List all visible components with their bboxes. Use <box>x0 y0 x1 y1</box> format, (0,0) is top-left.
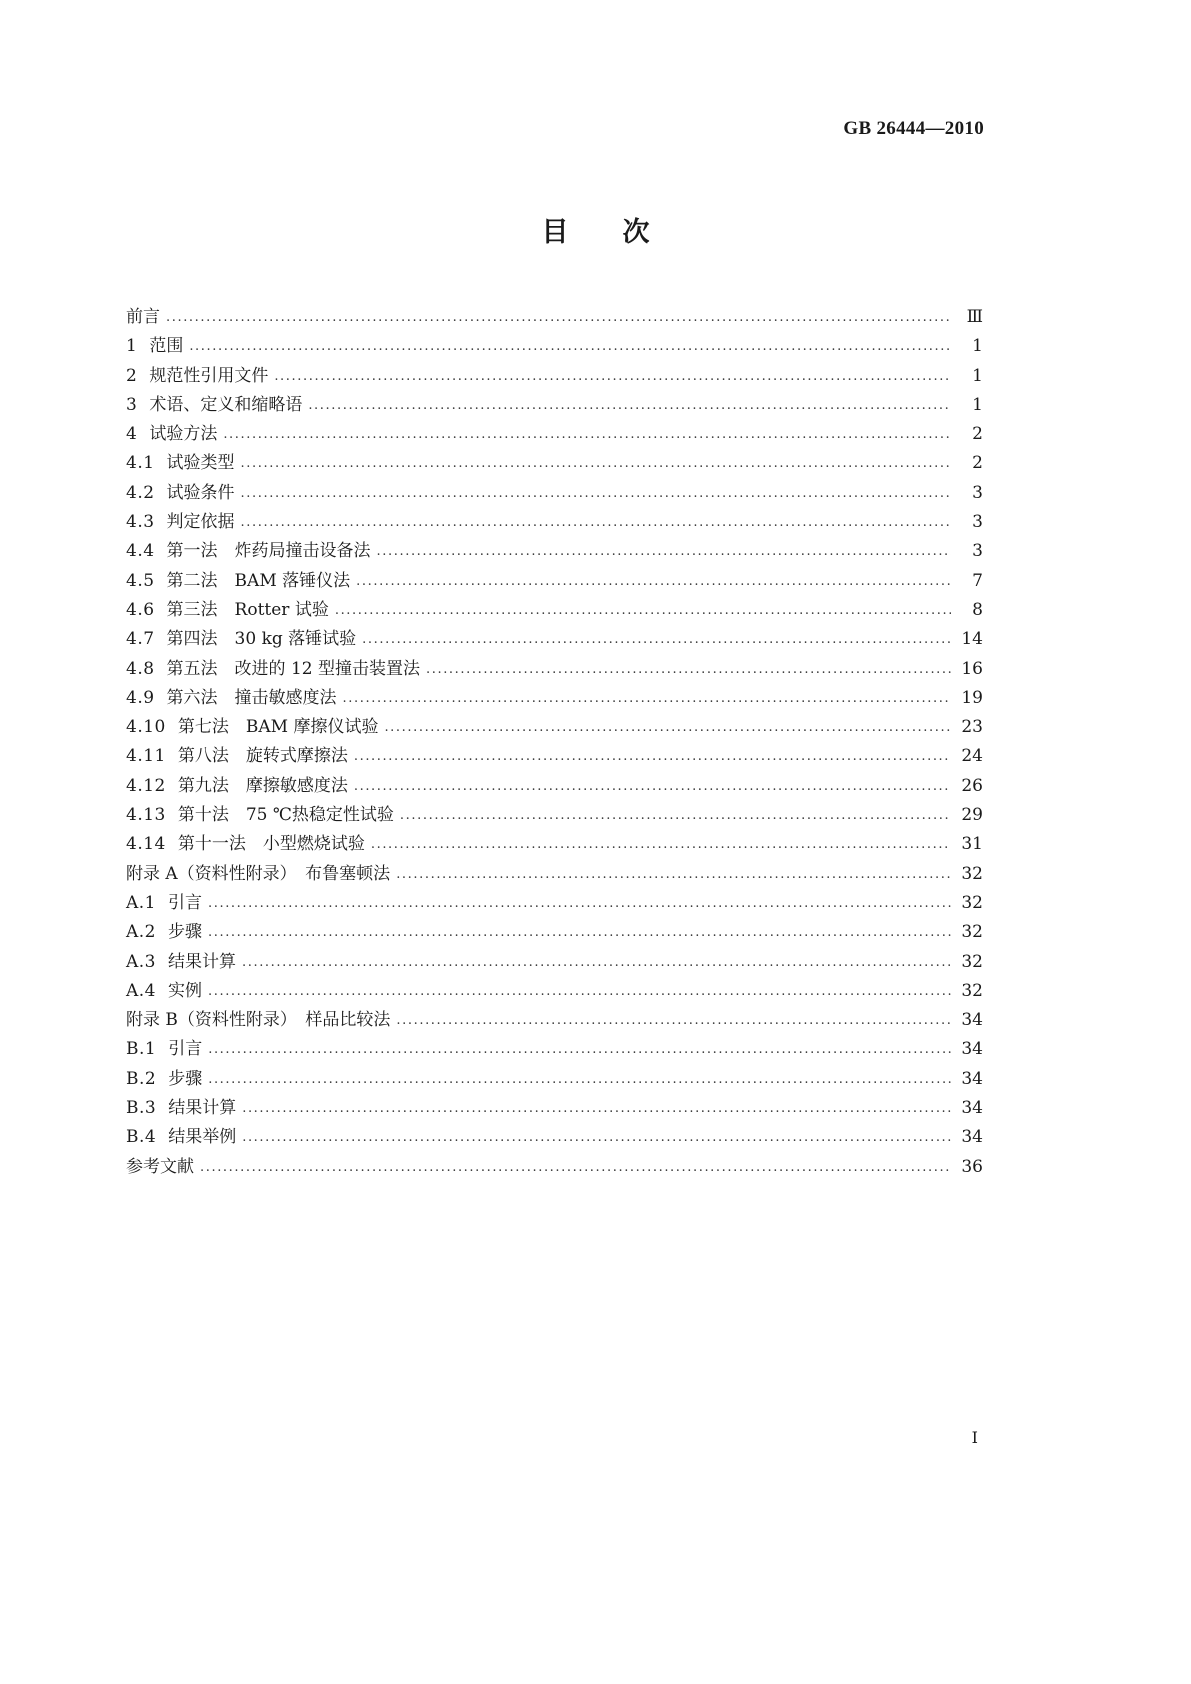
toc-entry[interactable] <box>126 655 983 684</box>
toc-entry-page: 3 <box>972 512 983 533</box>
toc-entry-number: 4.6 <box>126 599 155 620</box>
toc-entry-title: 判定依据 <box>166 512 235 533</box>
toc-entry-number: B.1 <box>126 1039 157 1060</box>
toc-entry-title: 引言 <box>168 1039 203 1060</box>
toc-dot-leader <box>208 1035 951 1064</box>
toc-entry[interactable] <box>126 801 983 830</box>
toc-dot-leader <box>208 977 951 1006</box>
toc-entry[interactable] <box>126 1094 983 1123</box>
toc-entry-title: 范围 <box>149 336 184 357</box>
toc-entry-title: 第十法 75 ℃热稳定性试验 <box>177 805 394 826</box>
toc-entry-label <box>126 596 335 625</box>
toc-entry[interactable] <box>126 420 983 449</box>
toc-dot-leader <box>396 860 951 889</box>
toc-entry-number: B.4 <box>126 1127 157 1148</box>
toc-entry-title: 第一法 炸药局撞击设备法 <box>166 541 371 562</box>
toc-dot-leader <box>242 1094 951 1123</box>
toc-entry-page: 32 <box>961 863 983 884</box>
toc-dot-leader <box>371 830 951 859</box>
toc-entry-label <box>126 713 384 742</box>
toc-entry-label <box>126 420 223 449</box>
toc-entry-label <box>126 303 166 332</box>
toc-entry-number: 4.8 <box>126 658 155 679</box>
page-number: I <box>971 1428 978 1447</box>
toc-entry-number: A.4 <box>126 980 156 1001</box>
toc-entry-label <box>126 948 242 977</box>
table-of-contents <box>126 303 983 1182</box>
toc-entry-title: 第四法 30 kg 落锤试验 <box>166 629 357 650</box>
toc-entry-label <box>126 567 356 596</box>
toc-entry-title: 第八法 旋转式摩擦法 <box>177 746 348 767</box>
toc-entry-title: 结果举例 <box>168 1127 237 1148</box>
toc-entry-title: 第三法 Rotter 试验 <box>166 599 329 620</box>
toc-entry-page: 29 <box>961 805 983 826</box>
toc-entry-label <box>126 508 241 537</box>
toc-entry[interactable] <box>126 1065 983 1094</box>
toc-entry-number: 4.13 <box>126 805 166 826</box>
toc-dot-leader <box>189 332 951 361</box>
toc-entry-title: 试验方法 <box>149 424 218 445</box>
toc-entry-number: 4.12 <box>126 775 166 796</box>
toc-entry[interactable] <box>126 742 983 771</box>
toc-entry-number: 4.11 <box>126 746 166 767</box>
toc-entry-label <box>126 449 241 478</box>
toc-dot-leader <box>426 655 951 684</box>
toc-entry-page: 14 <box>961 629 983 650</box>
toc-entry-page: 2 <box>972 453 983 474</box>
toc-entry-number: A.2 <box>126 922 156 943</box>
toc-entry-page: 32 <box>961 951 983 972</box>
toc-entry-page: 34 <box>961 1039 983 1060</box>
toc-entry-title: 附录 B（资料性附录） 样品比较法 <box>126 1010 391 1031</box>
toc-dot-leader <box>223 420 951 449</box>
toc-entry[interactable] <box>126 1123 983 1152</box>
toc-entry-label <box>126 362 274 391</box>
toc-entry-title: 第九法 摩擦敏感度法 <box>177 775 348 796</box>
toc-entry[interactable] <box>126 449 983 478</box>
toc-entry-page: 8 <box>972 599 983 620</box>
toc-entry[interactable] <box>126 1006 983 1035</box>
toc-entry[interactable] <box>126 303 983 332</box>
toc-entry-label <box>126 830 371 859</box>
toc-entry-page: 31 <box>961 834 983 855</box>
toc-entry-label <box>126 391 308 420</box>
toc-entry-number: 4.4 <box>126 541 155 562</box>
toc-entry-number: 4.14 <box>126 834 166 855</box>
toc-entry-page: 1 <box>972 365 983 386</box>
toc-entry-page: 1 <box>972 394 983 415</box>
toc-entry-title: 第五法 改进的 12 型撞击装置法 <box>166 658 420 679</box>
toc-entry-page: 34 <box>961 1127 983 1148</box>
toc-entry-label <box>126 1065 208 1094</box>
toc-entry-label <box>126 772 354 801</box>
toc-dot-leader <box>335 596 951 625</box>
toc-entry-label <box>126 1123 242 1152</box>
toc-entry-label <box>126 479 241 508</box>
toc-entry-number: 3 <box>126 394 138 415</box>
toc-entry-page: 36 <box>961 1156 983 1177</box>
toc-entry-number: A.3 <box>126 951 156 972</box>
toc-dot-leader <box>208 889 951 918</box>
toc-entry-page: 16 <box>961 658 983 679</box>
toc-entry-page: 34 <box>961 1010 983 1031</box>
toc-dot-leader <box>377 537 951 566</box>
toc-entry-title: 试验条件 <box>166 482 235 503</box>
toc-entry-label <box>126 977 208 1006</box>
toc-entry-number: B.2 <box>126 1068 157 1089</box>
toc-entry-number: 4.5 <box>126 570 155 591</box>
toc-entry-title: 参考文献 <box>126 1156 194 1177</box>
toc-dot-leader <box>208 918 951 947</box>
toc-entry-title: 前言 <box>126 307 160 327</box>
toc-entry-page: 32 <box>961 922 983 943</box>
toc-entry[interactable] <box>126 977 983 1006</box>
toc-entry-label <box>126 1153 200 1182</box>
toc-entry-title: 第二法 BAM 落锤仪法 <box>166 570 351 591</box>
toc-entry[interactable] <box>126 860 983 889</box>
toc-entry-label <box>126 1035 208 1064</box>
toc-title: 目 次 <box>541 217 650 248</box>
toc-dot-leader <box>242 948 951 977</box>
toc-dot-leader <box>343 684 951 713</box>
toc-entry[interactable] <box>126 332 983 361</box>
toc-entry-label <box>126 742 354 771</box>
toc-entry-page: 3 <box>972 482 983 503</box>
toc-entry[interactable] <box>126 537 983 566</box>
toc-entry-page: Ⅲ <box>966 307 983 327</box>
toc-entry-number: 4.2 <box>126 482 155 503</box>
toc-entry-label <box>126 1094 242 1123</box>
toc-entry[interactable] <box>126 362 983 391</box>
toc-dot-leader <box>241 449 951 478</box>
toc-entry-number: 2 <box>126 365 138 386</box>
toc-entry-page: 34 <box>961 1068 983 1089</box>
toc-dot-leader <box>384 713 951 742</box>
toc-entry-page: 32 <box>961 892 983 913</box>
toc-entry[interactable] <box>126 391 983 420</box>
toc-entry-page: 23 <box>961 717 983 738</box>
toc-entry-label <box>126 537 377 566</box>
toc-entry-label <box>126 801 400 830</box>
toc-dot-leader <box>242 1123 951 1152</box>
toc-dot-leader <box>241 479 951 508</box>
toc-dot-leader <box>400 801 951 830</box>
toc-entry-label <box>126 684 343 713</box>
toc-entry[interactable] <box>126 479 983 508</box>
toc-entry[interactable] <box>126 918 983 947</box>
toc-entry-number: A.1 <box>126 892 156 913</box>
toc-entry-number: 4 <box>126 424 138 445</box>
toc-entry-label <box>126 1006 396 1035</box>
toc-dot-leader <box>354 742 951 771</box>
toc-entry-title: 附录 A（资料性附录） 布鲁塞顿法 <box>126 863 391 884</box>
toc-entry[interactable] <box>126 713 983 742</box>
standard-code: GB 26444—2010 <box>843 118 984 139</box>
toc-dot-leader <box>166 303 951 332</box>
toc-entry-title: 试验类型 <box>166 453 235 474</box>
toc-dot-leader <box>274 362 951 391</box>
toc-entry-label <box>126 625 362 654</box>
toc-entry-title: 步骤 <box>168 922 202 943</box>
toc-entry-page: 19 <box>961 687 983 708</box>
toc-dot-leader <box>354 772 951 801</box>
toc-entry-title: 结果计算 <box>168 1098 237 1119</box>
toc-entry-page: 3 <box>972 541 983 562</box>
toc-dot-leader <box>396 1006 951 1035</box>
toc-entry-page: 34 <box>961 1098 983 1119</box>
toc-entry-page: 26 <box>961 775 983 796</box>
toc-entry[interactable] <box>126 1035 983 1064</box>
toc-entry-title: 结果计算 <box>168 951 236 972</box>
toc-entry-number: 4.7 <box>126 629 155 650</box>
toc-entry-title: 步骤 <box>168 1068 203 1089</box>
toc-entry-page: 24 <box>961 746 983 767</box>
toc-entry-number: 4.3 <box>126 512 155 533</box>
toc-entry-label <box>126 860 396 889</box>
toc-entry-number: 4.1 <box>126 453 155 474</box>
toc-entry-title: 引言 <box>168 892 202 913</box>
toc-entry-label <box>126 918 208 947</box>
toc-entry-number: 4.10 <box>126 717 166 738</box>
toc-entry-page: 2 <box>972 424 983 445</box>
toc-dot-leader <box>308 391 951 420</box>
toc-entry[interactable] <box>126 948 983 977</box>
toc-entry[interactable] <box>126 684 983 713</box>
toc-entry-page: 32 <box>961 980 983 1001</box>
toc-dot-leader <box>362 625 951 654</box>
toc-dot-leader <box>241 508 951 537</box>
toc-dot-leader <box>356 567 951 596</box>
toc-entry[interactable] <box>126 772 983 801</box>
toc-entry-title: 第六法 撞击敏感度法 <box>166 687 337 708</box>
toc-dot-leader <box>208 1065 951 1094</box>
toc-entry[interactable] <box>126 889 983 918</box>
toc-entry[interactable] <box>126 567 983 596</box>
toc-entry-label <box>126 332 189 361</box>
toc-dot-leader <box>200 1153 951 1182</box>
toc-entry-title: 第十一法 小型燃烧试验 <box>177 834 365 855</box>
toc-entry-label <box>126 655 426 684</box>
toc-entry-title: 第七法 BAM 摩擦仪试验 <box>177 717 379 738</box>
toc-entry-title: 术语、定义和缩略语 <box>149 394 303 415</box>
toc-entry[interactable] <box>126 1153 983 1182</box>
toc-entry-number: 4.9 <box>126 687 155 708</box>
toc-entry-number: 1 <box>126 336 138 357</box>
toc-entry[interactable] <box>126 830 983 859</box>
toc-entry-title: 规范性引用文件 <box>149 365 269 386</box>
toc-entry-title: 实例 <box>168 980 202 1001</box>
toc-entry-page: 1 <box>972 336 983 357</box>
toc-entry-page: 7 <box>972 570 983 591</box>
toc-entry-number: B.3 <box>126 1098 157 1119</box>
toc-entry-label <box>126 889 208 918</box>
toc-entry[interactable] <box>126 625 983 654</box>
toc-entry[interactable] <box>126 508 983 537</box>
toc-entry[interactable] <box>126 596 983 625</box>
